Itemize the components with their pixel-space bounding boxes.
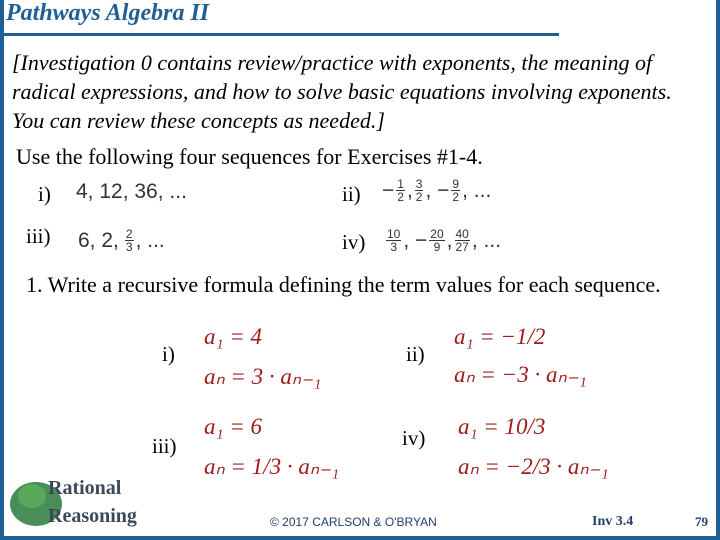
seq-iii-prefix: 6, 2,: [78, 228, 119, 252]
seq-label-iii: iii): [26, 224, 51, 248]
seq-ii-term1: $\frac{1}{2}$: [397, 177, 404, 204]
slide-title: Pathways Algebra II: [6, 0, 210, 26]
answer-ii-first: a₁ = −1/2: [454, 324, 546, 349]
answer-iii-rule: aₙ = 1/3 · aₙ₋₁: [204, 454, 340, 479]
seq-ii-ellipsis: , ...: [462, 178, 492, 202]
slide: [4, 0, 716, 536]
intro-paragraph: [Investigation 0 contains review/practice with exponents, the meaning of radical expressions, and how to solve basic equations involving exponents. You can review these concepts as needed.]: [12, 50, 672, 133]
seq-ii-term2: $\frac{3}{2}$: [415, 177, 423, 204]
answer-label-i: i): [162, 342, 175, 366]
sequence-iii: [78, 228, 165, 253]
answer-iv-rule: aₙ = −2/3 · aₙ₋₁: [458, 454, 609, 479]
answer-iii-first: a₁ = 6: [204, 414, 263, 439]
sequence-ii: [382, 178, 491, 203]
answer-i-first: a₁ = 4: [204, 324, 263, 349]
seq-label-i: i): [38, 182, 51, 206]
seq-ii-comma2: , −: [425, 178, 450, 202]
seq-iv-comma1: , −: [403, 228, 428, 252]
seq-iii-term3: $\frac{2}{3}$: [125, 227, 133, 254]
seq-iv-comma2: ,: [446, 228, 453, 252]
logo-word-1: Rational: [48, 477, 122, 499]
exercise-1: 1. Write a recursive formula defining the term values for each sequence.: [26, 272, 661, 297]
investigation-label: Inv 3.4: [592, 514, 634, 529]
seq-ii-term3: $\frac{9}{2}$: [452, 177, 460, 204]
sequence-i: 4, 12, 36, ...: [76, 180, 187, 203]
seq-label-iv: iv): [342, 230, 366, 254]
answer-ii-rule: aₙ = −3 · aₙ₋₁: [454, 362, 587, 387]
seq-iv-term2: $\frac{20}{9}$: [430, 227, 444, 254]
seq-iv-term1: $\frac{10}{3}$: [387, 227, 401, 254]
answer-iv-first: a₁ = 10/3: [458, 414, 546, 439]
seq-ii-sign: −: [382, 178, 395, 202]
sequence-iv: [384, 228, 501, 253]
instruction-text: Use the following four sequences for Exercises #1-4.: [16, 144, 483, 169]
answer-label-ii: ii): [406, 342, 425, 366]
seq-iv-term3: $\frac{40}{27}$: [455, 227, 469, 254]
page-number: 79: [695, 514, 708, 529]
seq-iv-ellipsis: , ...: [471, 228, 502, 252]
copyright-text: © 2017 CARLSON & O'BRYAN: [270, 515, 437, 529]
seq-ii-comma1: ,: [406, 178, 413, 202]
rational-reasoning-logo: [8, 466, 180, 530]
answer-i-rule: aₙ = 3 · aₙ₋₁: [204, 364, 322, 389]
seq-label-ii: ii): [342, 182, 361, 206]
title-underline: [4, 33, 559, 36]
seq-iii-suffix: , ...: [135, 228, 165, 252]
logo-word-2: Reasoning: [48, 505, 137, 527]
answer-label-iv: iv): [402, 426, 426, 450]
answer-label-iii: iii): [152, 434, 177, 458]
